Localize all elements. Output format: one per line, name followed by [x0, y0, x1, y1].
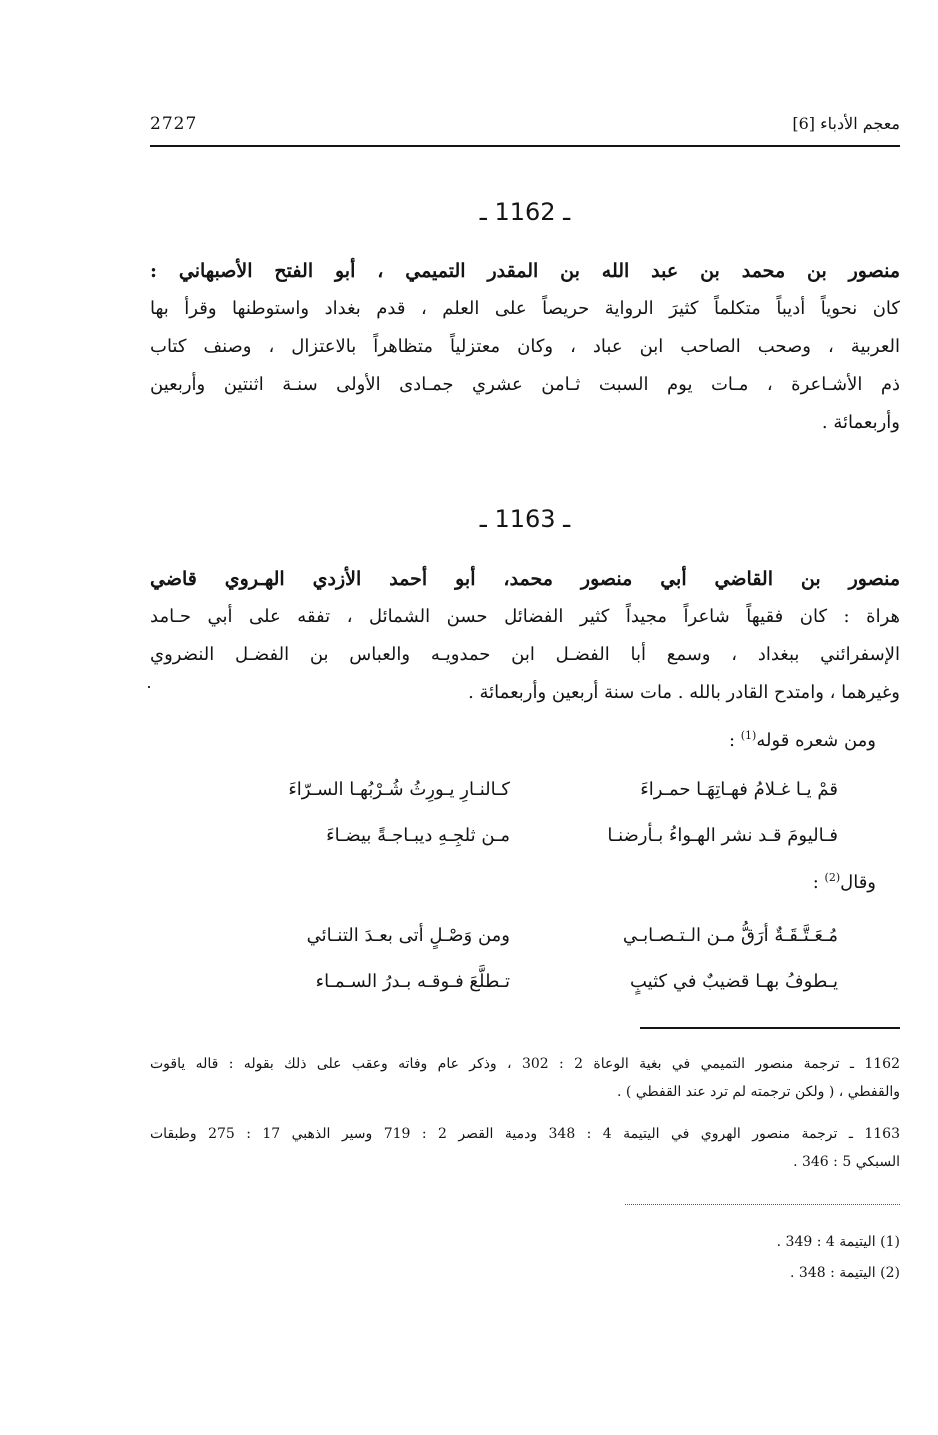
footnote-line: السبكي 5 : 346 . [793, 1154, 900, 1170]
footnote [150, 1050, 900, 1106]
text-line: العربية ، وصحب الصاحب ابن عباد ، وكان معتزلياً متظاهراً بالاعتزال ، وصنف كتاب [150, 336, 900, 357]
text-line: كان نحوياً أديباً متكلماً كثيرَ الرواية حريصاً على العلم ، قدم بغداد واستوطنها وقرأ بها [150, 298, 900, 319]
entry-heading: منصور بن محمد بن عبد الله بن المقدر التميمي ، أبو الفتح الأصبهاني : [150, 260, 900, 282]
verse-hemistich: ومن وَصْـلٍ أتى بعـدَ التنـائي [306, 925, 510, 946]
verse-line [150, 971, 900, 1007]
verse-line [150, 779, 900, 815]
poem-intro: وقال$^{(2)}$ : [812, 871, 876, 893]
entry-heading: منصور بن القاضي أبي منصور محمد، أبو أحمد الأزدي الهـروي قاضي [150, 568, 900, 590]
footnote-line: 1162 ـ ترجمة منصور التميمي في بغية الوعاة 2 : 302 ، وذكر عام وفاته وعقب على ذلك بقوله : قاله ياقوت [150, 1056, 900, 1072]
running-header [150, 112, 900, 144]
verse-hemistich: مـن ثلجِـهِ ديبـاجـةً بيضـاءَ [326, 825, 510, 846]
footnote-line: والقفطي ، ( ولكن ترجمته لم ترد عند القفطي ) . [617, 1084, 900, 1100]
text-line: الإسفرائني ببغداد ، وسمع أبا الفضـل ابن حمدويـه والعباس بن الفضـل النضروي [150, 644, 900, 665]
verse-hemistich: قمْ يـا غـلامُ فهـاتِهَـا حمـراءَ [640, 779, 838, 800]
text-line: هراة : كان فقيهاً شاعراً مجيداً كثير الفضائل حسن الشمائل ، تفقه على أبي حـامد [150, 606, 900, 627]
header-rule [150, 145, 900, 147]
footnote-ref: (1) [740, 729, 757, 742]
footnote [150, 1120, 900, 1176]
entry-text [150, 560, 900, 712]
verse-hemistich: يـطوفُ بهـا قضيبٌ في كثيبٍ [630, 971, 838, 992]
verse-hemistich: تـطلَّعَ فـوقـه بـدرُ السـمـاء [315, 971, 510, 992]
verse-line [150, 825, 900, 861]
verse-note: (2) اليتيمة : 348 . [790, 1265, 900, 1281]
verse-note: (1) اليتيمة 4 : 349 . [776, 1234, 900, 1250]
poem-intro: ومن شعره قوله$^{(1)}$ : [728, 729, 876, 751]
print-speck [148, 686, 150, 688]
entry-number: ـ 1163 ـ [479, 505, 571, 533]
verse-hemistich: كـالنـارِ يـورِثُ شُـرْبُهـا السـرّاءَ [288, 779, 510, 800]
footnote-line: 1163 ـ ترجمة منصور الهروي في اليتيمة 4 : 348 ودمية القصر 2 : 719 وسير الذهبي 17 : 275 وطبقات [150, 1126, 900, 1142]
text-line: وغيرهما ، وامتدح القادر بالله . مات سنة أربعين وأربعمائة . [468, 682, 900, 703]
verse-hemistich: فـاليومَ قـد نشر الهـواءُ بـأرضنـا [607, 825, 838, 846]
entry-number: ـ 1162 ـ [479, 198, 571, 226]
verse-line [150, 925, 900, 961]
verse-hemistich: مُـعَـتَّـقَـةٌ أرَقُّ مـن الـتـصـابـي [622, 925, 838, 946]
text-line: وأربعمائة . [821, 412, 900, 433]
page-number: 2727 [150, 114, 198, 134]
footnote-rule [640, 1027, 900, 1029]
entry-text [150, 252, 900, 442]
text-line: ذم الأشـاعرة ، مـات يوم السبت ثـامن عشري جمـادى الأولى سنـة اثنتين وأربعين [150, 374, 900, 395]
book-title: معجم الأدباء [6] [792, 114, 900, 133]
footnote-ref: (2) [824, 871, 841, 884]
dotted-separator [625, 1204, 900, 1205]
